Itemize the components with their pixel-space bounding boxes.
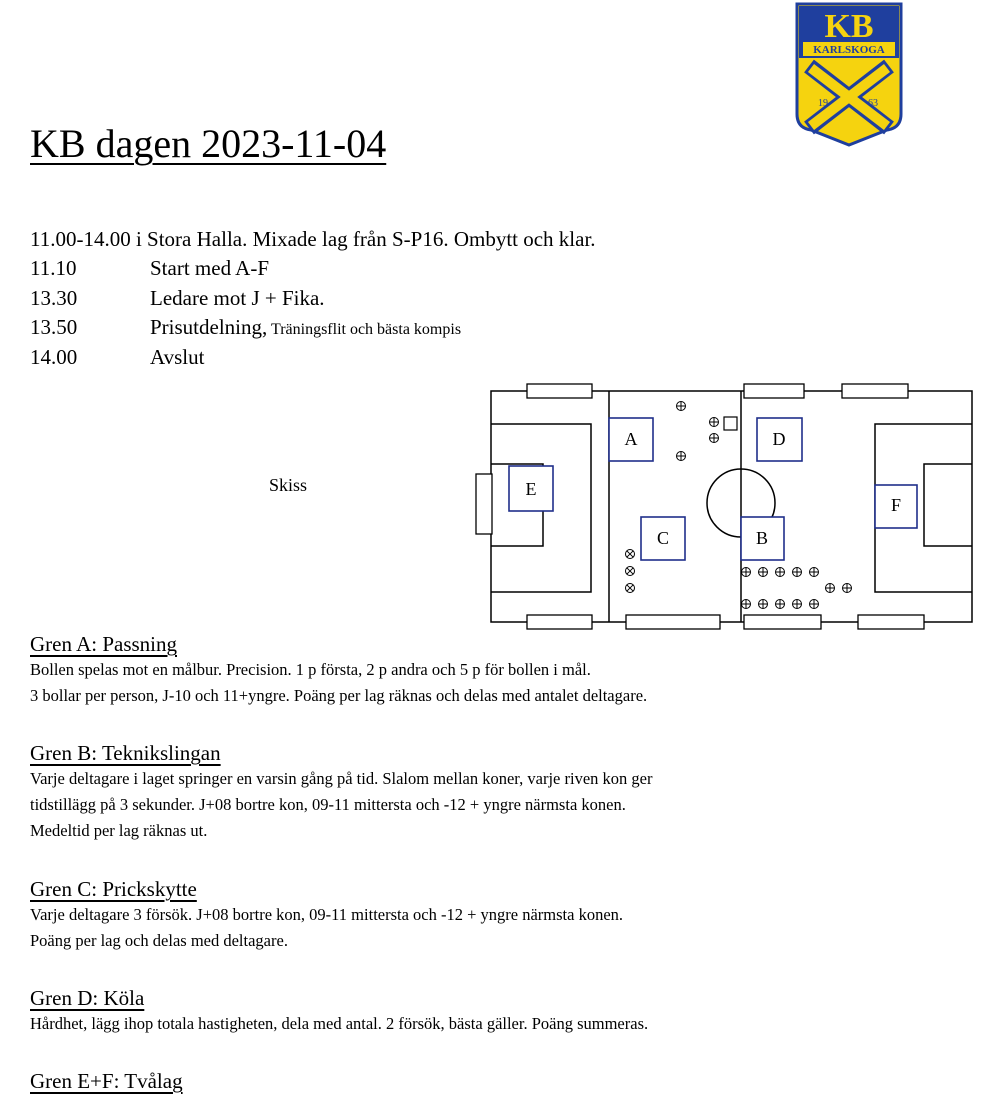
sketch-label: Skiss [269,475,308,495]
station-f-label: F [890,495,902,515]
gren-a-line: 3 bollar per person, J-10 och 11+yngre. Poäng per lag räknas och delas med antalet deltagare. [30,686,648,705]
station-a-label: A [624,429,638,449]
cone-marker [710,434,719,443]
gren-b-title: Gren B: Teknikslingan [30,741,221,765]
schedule [30,256,461,374]
station-e-label: E [525,479,537,499]
hall-sketch [470,378,980,638]
logo-city: KARLSKOGA [813,44,885,56]
cone-x-marker [626,567,635,576]
gren-d [30,986,648,1037]
gren-c-title: Gren C: Prickskytte [30,877,197,901]
gren-ef [30,1069,183,1094]
cone-marker [710,418,719,427]
logo-year-right: 63 [868,98,878,109]
cone-marker [742,600,751,609]
cone-x-marker [626,550,635,559]
schedule-time: 14.00 [30,344,78,369]
gren-c-line: Poäng per lag och delas med deltagare. [30,931,288,950]
cone-markers [626,402,852,609]
station-d-label: D [772,429,786,449]
cone-marker [742,568,751,577]
cone-x-marker [626,584,635,593]
logo-initials: KB [824,8,874,45]
gren-ef-title: Gren E+F: Tvålag [30,1069,183,1093]
gren-a-line: Bollen spelas mot en målbur. Precision. 1 p första, 2 p andra och 5 p för bollen i mål. [30,660,591,679]
schedule-row [30,286,461,316]
schedule-time: 13.50 [30,315,78,339]
station-c-label: C [656,528,670,548]
cone-marker [793,600,802,609]
gren-c [30,877,623,954]
cone-marker [810,600,819,609]
cone-marker [776,600,785,609]
cone-marker [810,568,819,577]
page-title: KB dagen 2023-11-04 [30,121,387,166]
schedule-row [30,345,461,375]
mini-goal [724,417,737,430]
gren-d-line: Hårdhet, lägg ihop totala hastigheten, dela med antal. 2 försök, bästa gäller. Poäng summeras. [30,1014,649,1033]
cone-marker [677,402,686,411]
cone-marker [759,600,768,609]
kb-karlskoga-logo [795,2,903,147]
cone-marker [677,452,686,461]
logo-year-left: 19 [818,98,828,109]
cone-marker [759,568,768,577]
intro-text: 11.00-14.00 i Stora Halla. Mixade lag från S-P16. Ombytt och klar. [30,227,596,251]
gren-b [30,741,652,844]
goal-left [476,474,492,534]
schedule-note: Träningsflit och bästa kompis [267,321,462,338]
gren-a [30,632,647,709]
cone-marker [776,568,785,577]
gren-d-title: Gren D: Köla [30,986,145,1010]
schedule-text: Prisutdelning, [150,315,268,339]
cone-marker [826,584,835,593]
gren-b-line: tidstillägg på 3 sekunder. J+08 bortre kon, 09-11 mittersta och -12 + yngre närmsta konen. [30,795,626,814]
cone-marker [793,568,802,577]
schedule-time: 13.30 [30,285,78,310]
gren-b-line: Medeltid per lag räknas ut. [30,821,208,840]
gren-a-title: Gren A: Passning [30,632,177,656]
schedule-text: Avslut [150,344,205,369]
gren-c-line: Varje deltagare 3 försök. J+08 bortre kon, 09-11 mittersta och -12 + yngre närmsta konen. [30,905,624,924]
schedule-time: 11.10 [30,256,77,280]
schedule-text: Start med A-F [150,256,269,280]
gren-b-line: Varje deltagare i laget springer en varsin gång på tid. Slalom mellan koner, varje riven kon ger [30,769,653,788]
station-b-label: B [755,528,769,548]
schedule-text: Ledare mot J + Fika. [150,285,325,310]
schedule-row [30,256,461,286]
schedule-row [30,315,461,345]
cone-marker [843,584,852,593]
